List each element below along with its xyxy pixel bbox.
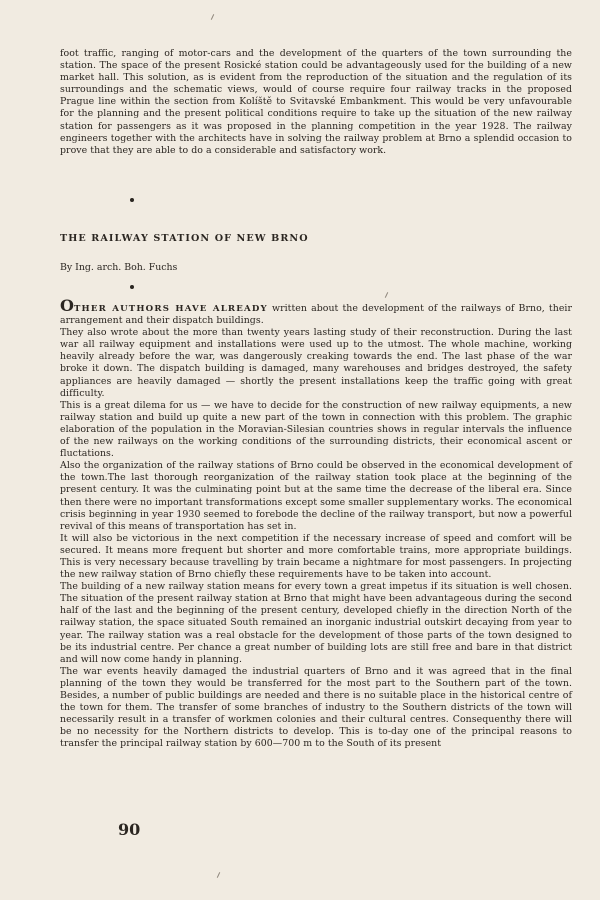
article-paragraph: It will also be victorious in the next competition if the necessary increase of speed and comfort will be secured. It means more frequent but shorter and more comfortable trains, more appropriate buildings. This is very necessary because travelling by train became a nightmare for most passengers. In projecting the new railway station of Brno chiefly these requirements have to be taken into account. bbox=[60, 532, 572, 581]
intro-paragraph: foot traffic, ranging of motor-cars and the development of the quarters of the town surrounding the station. The space of the present Rosické station could be advantageously used for the building of a new market hall. This solution, as is evident from the reproduction of the situation and the regulation of its surroundings and the schematic views, would of course require four railway tracks in the proposed Prague line within the section from Kolíště to Svitavské Embankment. This would be very unfavourable for the planning and the present political conditions require to take up the situation of the new railway station for passengers as it was proposed in the planning competition in the year 1928. The railway engineers together with the architects have in solving the railway problem at Brno a splendid occasion to prove that they are able to do a considerable and satisfactory work. bbox=[60, 48, 572, 156]
intro-text-block bbox=[60, 48, 572, 157]
paper-speck bbox=[211, 14, 214, 20]
first-paragraph-rest: written about the development of the railways of Brno, their arrangement and their dispatch buildings. bbox=[60, 303, 572, 327]
article-paragraph: Also the organization of the railway stations of Brno could be observed in the economical development of the town.The last thorough reorganization of the railway station took place at the beginning of the present century. It was the culminating point but at the same time the decrease of the liberal era. Since then there were no important transformations except some smaller supplementary works. The economical crisis beginning in year 1930 seemed to forebode the decline of the railway transport, but now a powerful revival of this means of transportation has set in. bbox=[60, 460, 572, 532]
paper-speck bbox=[385, 292, 388, 298]
article-paragraph: They also wrote about the more than twenty years lasting study of their reconstruction. During the last war all railway equipment and installations were used up to the utmost. The whole machine, working heavily already before the war, was dangerously creaking towards the end. The last phase of the war broke it down. The dispatch building is damaged, many warehouses and bridges destroyed, the safety appliances are heavily damaged — shortly the present installations keep the traffic going with great difficulty. bbox=[60, 327, 572, 399]
section-bullet bbox=[130, 198, 134, 202]
article-paragraph: The war events heavily damaged the industrial quarters of Brno and it was agreed that in the final planning of the town they would be transferred for the most part to the Southern part of the town. Besides, a number of public buildings are needed and there is no suitable place in the historical centre of the town for them. The transfer of some branches of industry to the Southern districts of the town will necessarily result in a transfer of workmen colonies and their cultural centres. Consequenthy there will be no necessity for the Northern districts to develop. This is to-day one of the principal reasons to transfer the principal railway station by 600—700 m to the South of its present bbox=[60, 665, 572, 750]
byline-bullet bbox=[130, 285, 134, 289]
article-paragraph: The building of a new railway station means for every town a great impetus if its situation is well chosen. The situation of the present railway station at Brno that might have been advantageous during the second half of the last and the beginning of the present century, developed chiefly in the direction North of the railway station, the space situated South remained an inorganic industrial outskirt decaying from year to year. The railway station was a real obstacle for the development of those parts of the town designed to be its industrial centre. Per chance a great number of building lots are still free and bare in that district and will now come handy in planning. bbox=[60, 581, 572, 665]
lead-in: THER AUTHORS HAVE ALREADY bbox=[73, 304, 268, 314]
article-paragraph: This is a great dilema for us — we have to decide for the construction of new railway equipments, a new railway station and build up quite a new part of the town in connection with this problem. The graphic elaboration of the population in the Moravian-Silesian countries shows in regular intervals the influence of the new railways on the working conditions of the surrounding districts, their economical ascent or fluctations. bbox=[60, 399, 572, 460]
article-byline: By Ing. arch. Boh. Fuchs bbox=[60, 262, 178, 273]
article-first-paragraph bbox=[60, 296, 572, 327]
paper-speck bbox=[217, 872, 220, 878]
article-body bbox=[60, 296, 572, 750]
page-number: 90 bbox=[118, 820, 141, 839]
drop-cap: O bbox=[60, 296, 74, 315]
article-title: THE RAILWAY STATION OF NEW BRNO bbox=[60, 233, 309, 244]
